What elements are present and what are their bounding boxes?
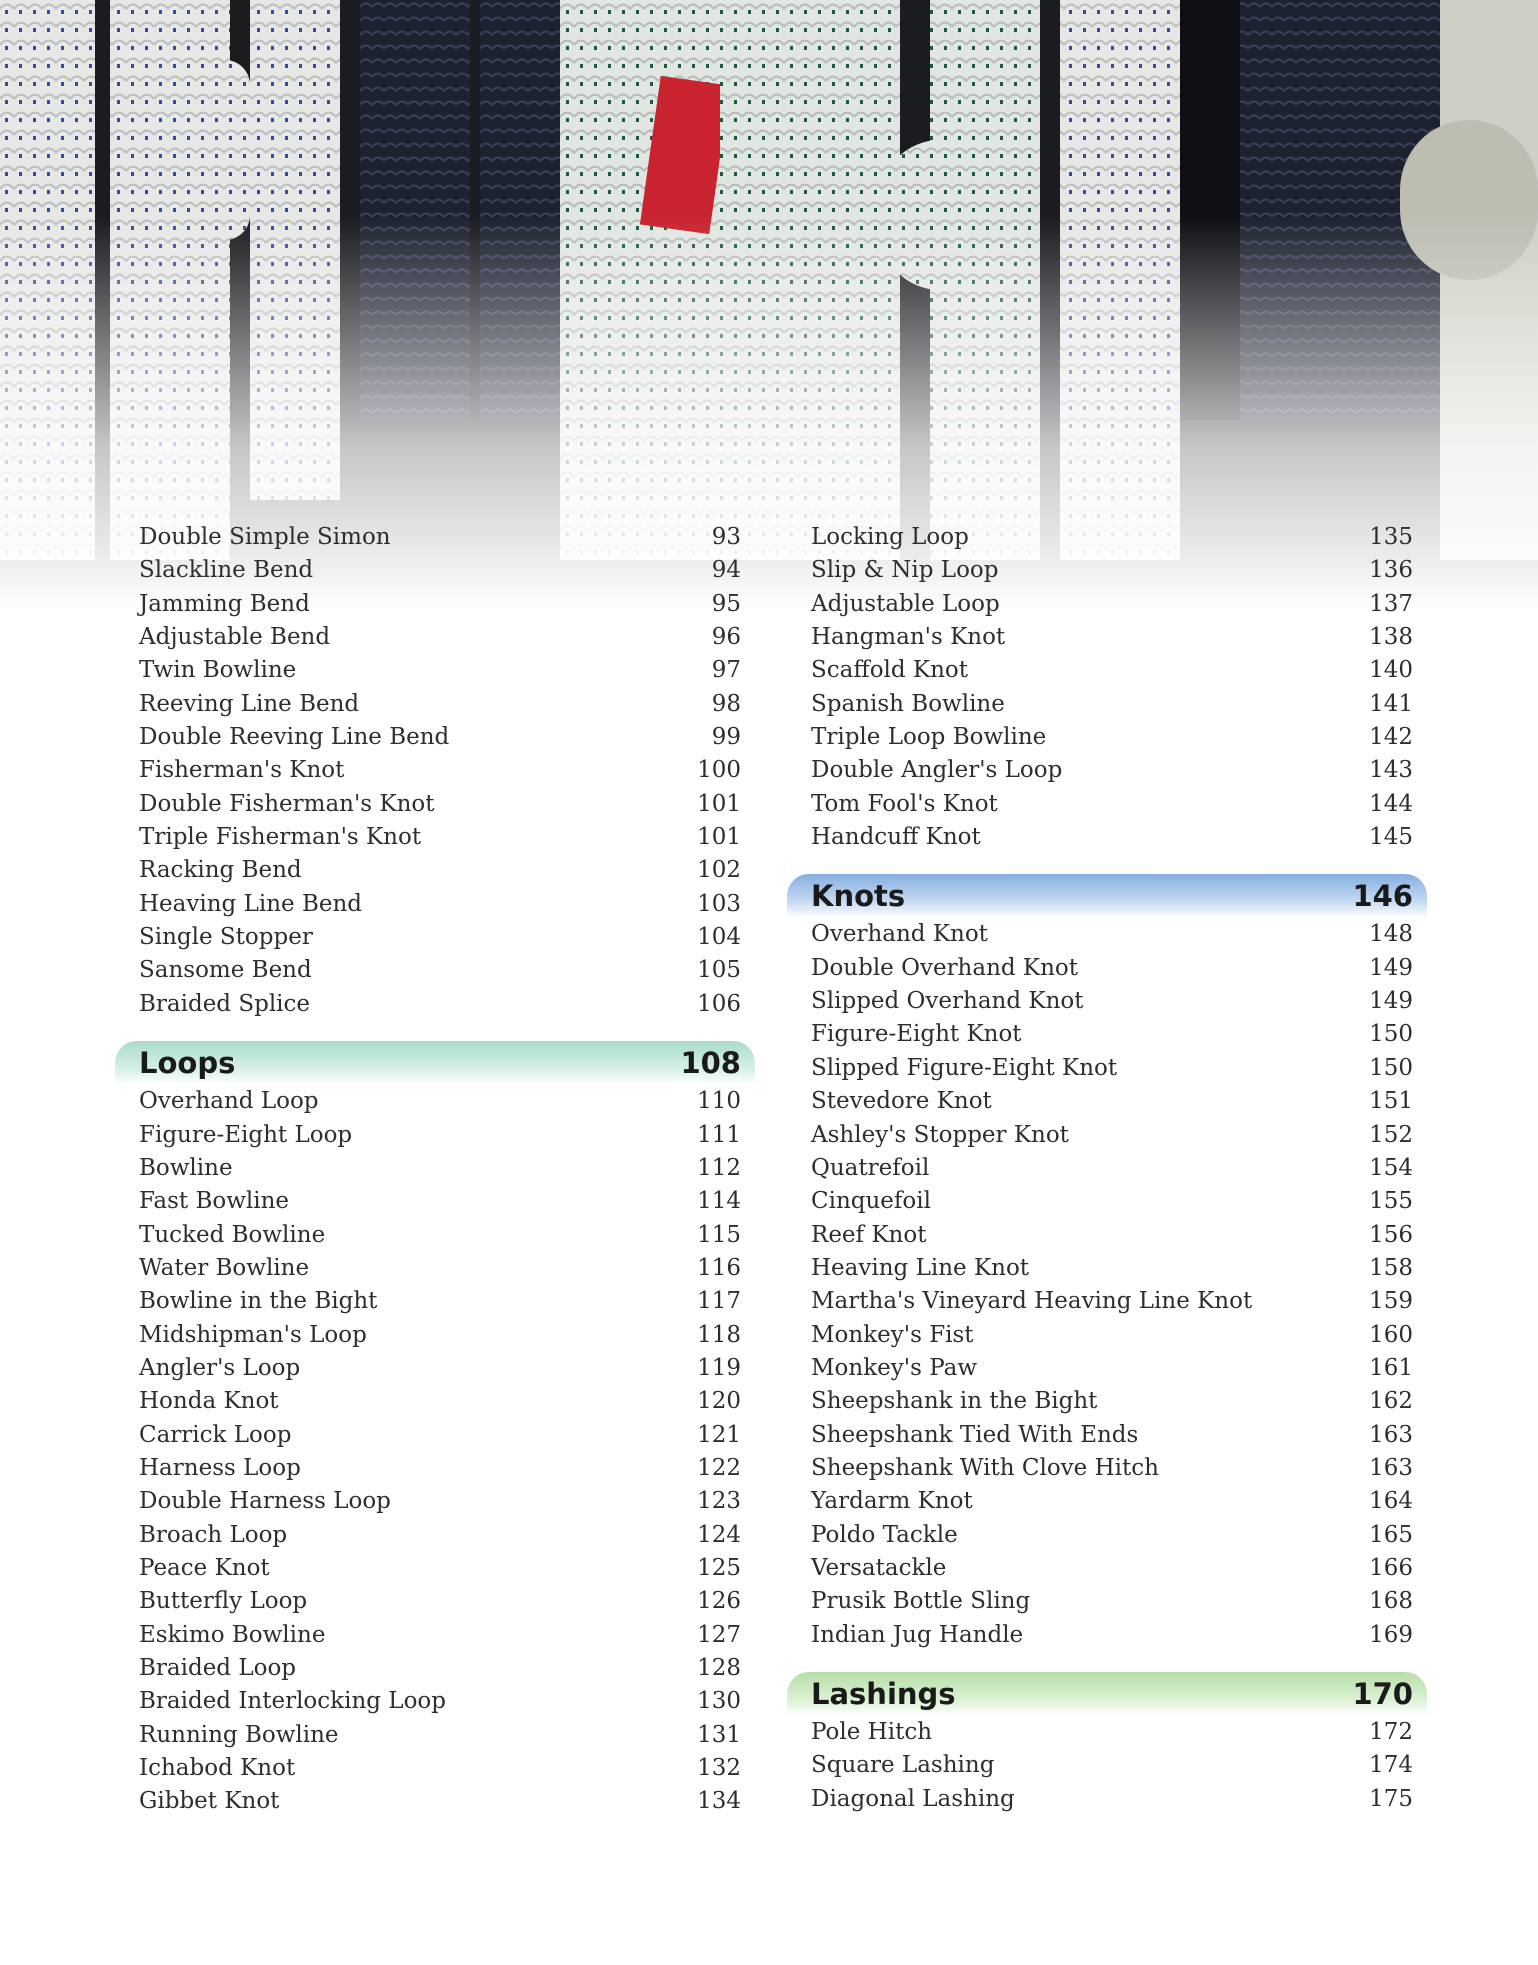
toc-entry[interactable] bbox=[115, 1652, 755, 1685]
toc-entry-page: 174 bbox=[1369, 1752, 1413, 1779]
toc-entry[interactable] bbox=[787, 1319, 1427, 1352]
section-header-loops[interactable] bbox=[115, 1041, 755, 1085]
bends-entry-list bbox=[115, 521, 755, 1021]
toc-entry-title: Slackline Bend bbox=[139, 557, 314, 584]
toc-entry-title: Double Simple Simon bbox=[139, 524, 391, 550]
toc-entry[interactable] bbox=[115, 854, 755, 887]
toc-entry[interactable] bbox=[787, 1585, 1427, 1618]
toc-entry-title: Locking Loop bbox=[811, 524, 969, 550]
toc-entry-page: 150 bbox=[1369, 1054, 1413, 1081]
toc-entry[interactable] bbox=[787, 1783, 1427, 1816]
toc-entry-page: 175 bbox=[1369, 1785, 1413, 1812]
toc-entry[interactable] bbox=[115, 588, 755, 621]
toc-entry-page: 114 bbox=[697, 1188, 741, 1215]
toc-entry-page: 152 bbox=[1369, 1121, 1413, 1148]
toc-entry[interactable] bbox=[115, 521, 755, 554]
toc-entry-page: 151 bbox=[1369, 1088, 1413, 1115]
toc-entry-page: 150 bbox=[1369, 1021, 1413, 1048]
toc-entry-page: 172 bbox=[1369, 1719, 1413, 1745]
toc-entry[interactable] bbox=[787, 1519, 1427, 1552]
toc-entry[interactable] bbox=[115, 1285, 755, 1318]
toc-entry[interactable] bbox=[115, 1319, 755, 1352]
toc-entry[interactable] bbox=[115, 1485, 755, 1518]
toc-entry-page: 104 bbox=[697, 924, 741, 951]
toc-entry-page: 119 bbox=[697, 1354, 741, 1381]
toc-entry[interactable] bbox=[115, 1352, 755, 1385]
toc-entry[interactable] bbox=[787, 1619, 1427, 1652]
toc-entry-page: 149 bbox=[1369, 954, 1413, 981]
toc-entry-page: 122 bbox=[697, 1454, 741, 1481]
toc-entry-page: 126 bbox=[697, 1588, 741, 1615]
toc-entry-page: 140 bbox=[1369, 657, 1413, 684]
toc-entry-title: Figure-Eight Knot bbox=[811, 1021, 1022, 1048]
toc-entry[interactable] bbox=[115, 754, 755, 787]
toc-entry[interactable] bbox=[115, 1785, 755, 1818]
toc-entry-page: 96 bbox=[711, 624, 741, 651]
toc-entry-title: Sheepshank in the Bight bbox=[811, 1388, 1098, 1415]
toc-entry[interactable] bbox=[787, 1052, 1427, 1085]
toc-entry-title: Prusik Bottle Sling bbox=[811, 1588, 1031, 1615]
toc-entry-page: 162 bbox=[1369, 1388, 1413, 1415]
section-title: Lashings bbox=[811, 1677, 956, 1711]
toc-entry-title: Square Lashing bbox=[811, 1752, 995, 1779]
toc-entry[interactable] bbox=[115, 1552, 755, 1585]
toc-entry[interactable] bbox=[787, 1152, 1427, 1185]
toc-entry[interactable] bbox=[115, 688, 755, 721]
toc-entry[interactable] bbox=[115, 888, 755, 921]
toc-entry-page: 161 bbox=[1369, 1354, 1413, 1381]
toc-entry-page: 132 bbox=[697, 1755, 741, 1782]
right-column bbox=[787, 521, 1427, 1816]
section-page-number: 108 bbox=[680, 1046, 741, 1081]
toc-entry-title: Monkey's Paw bbox=[811, 1354, 978, 1381]
lashings-entry-list bbox=[787, 1716, 1427, 1816]
toc-entry[interactable] bbox=[115, 1519, 755, 1552]
toc-entry-page: 102 bbox=[697, 857, 741, 884]
toc-entry-page: 124 bbox=[697, 1521, 741, 1548]
toc-entry[interactable] bbox=[115, 988, 755, 1021]
toc-entry[interactable] bbox=[787, 754, 1427, 787]
toc-entry-title: Monkey's Fist bbox=[811, 1321, 974, 1348]
toc-entry-page: 155 bbox=[1369, 1188, 1413, 1215]
toc-entry[interactable] bbox=[115, 1219, 755, 1252]
toc-entry-page: 95 bbox=[711, 590, 741, 617]
toc-entry-title: Diagonal Lashing bbox=[811, 1785, 1015, 1812]
toc-entry-page: 112 bbox=[697, 1154, 741, 1181]
toc-entry-page: 125 bbox=[697, 1554, 741, 1581]
toc-entry-title: Sheepshank Tied With Ends bbox=[811, 1421, 1139, 1448]
toc-entry-title: Handcuff Knot bbox=[811, 824, 981, 851]
toc-entry-page: 106 bbox=[697, 990, 741, 1017]
toc-entry[interactable] bbox=[115, 554, 755, 587]
toc-entry-title: Fisherman's Knot bbox=[139, 757, 345, 784]
toc-entry-page: 99 bbox=[711, 724, 741, 751]
section-title: Loops bbox=[139, 1046, 236, 1081]
toc-entry[interactable] bbox=[787, 1485, 1427, 1518]
toc-entry-title: Tucked Bowline bbox=[139, 1221, 326, 1248]
toc-entry-page: 98 bbox=[711, 690, 741, 717]
toc-entry-title: Quatrefoil bbox=[811, 1154, 930, 1181]
toc-entry-title: Honda Knot bbox=[139, 1388, 279, 1415]
toc-entry[interactable] bbox=[115, 921, 755, 954]
toc-entry[interactable] bbox=[787, 985, 1427, 1018]
toc-entry-title: Midshipman's Loop bbox=[139, 1321, 367, 1348]
toc-entry-page: 123 bbox=[697, 1488, 741, 1515]
toc-entry[interactable] bbox=[115, 1685, 755, 1718]
toc-entry-title: Braided Loop bbox=[139, 1655, 297, 1681]
toc-entry-title: Carrick Loop bbox=[139, 1421, 292, 1448]
toc-entry-page: 138 bbox=[1369, 624, 1413, 651]
toc-entry-page: 135 bbox=[1369, 524, 1413, 550]
section-title: Knots bbox=[811, 879, 906, 914]
toc-entry[interactable] bbox=[115, 821, 755, 854]
left-column bbox=[115, 521, 755, 1819]
toc-entry-title: Peace Knot bbox=[139, 1554, 270, 1581]
toc-entry[interactable] bbox=[115, 654, 755, 687]
toc-entry-page: 137 bbox=[1369, 590, 1413, 617]
toc-entry[interactable] bbox=[787, 821, 1427, 854]
toc-entry[interactable] bbox=[115, 1419, 755, 1452]
toc-entry[interactable] bbox=[787, 1419, 1427, 1452]
toc-entry-title: Versatackle bbox=[811, 1554, 947, 1581]
toc-entry-title: Martha's Vineyard Heaving Line Knot bbox=[811, 1288, 1253, 1315]
knots-entry-list bbox=[787, 918, 1427, 1652]
toc-entry-page: 101 bbox=[697, 824, 741, 851]
toc-entry-title: Adjustable Loop bbox=[811, 590, 1000, 617]
toc-entry-page: 168 bbox=[1369, 1588, 1413, 1615]
toc-entry[interactable] bbox=[115, 954, 755, 987]
toc-entry-title: Tom Fool's Knot bbox=[811, 790, 998, 817]
toc-entry-page: 149 bbox=[1369, 988, 1413, 1015]
toc-entry-title: Poldo Tackle bbox=[811, 1521, 958, 1548]
toc-entry-page: 144 bbox=[1369, 790, 1413, 817]
toc-entry-page: 148 bbox=[1369, 921, 1413, 948]
section-header-lashings[interactable] bbox=[787, 1672, 1427, 1716]
toc-entry-title: Butterfly Loop bbox=[139, 1588, 308, 1615]
toc-entry-title: Racking Bend bbox=[139, 857, 302, 884]
toc-entry-page: 120 bbox=[697, 1388, 741, 1415]
toc-entry-title: Slipped Overhand Knot bbox=[811, 988, 1084, 1015]
toc-entry[interactable] bbox=[115, 1252, 755, 1285]
toc-entry-page: 94 bbox=[711, 557, 741, 584]
toc-entry[interactable] bbox=[787, 588, 1427, 621]
toc-entry-page: 103 bbox=[697, 890, 741, 917]
toc-entry[interactable] bbox=[787, 952, 1427, 985]
toc-entry[interactable] bbox=[787, 1018, 1427, 1051]
toc-entry-page: 142 bbox=[1369, 724, 1413, 751]
toc-entry-page: 105 bbox=[697, 957, 741, 984]
toc-entry-page: 115 bbox=[697, 1221, 741, 1248]
toc-entry-title: Cinquefoil bbox=[811, 1188, 931, 1215]
toc-entry-page: 101 bbox=[697, 790, 741, 817]
toc-entry[interactable] bbox=[115, 1385, 755, 1418]
toc-entry[interactable] bbox=[115, 1619, 755, 1652]
toc-entry-title: Indian Jug Handle bbox=[811, 1621, 1024, 1648]
toc-entry-title: Heaving Line Bend bbox=[139, 890, 362, 917]
toc-entry[interactable] bbox=[787, 1352, 1427, 1385]
toc-entry[interactable] bbox=[787, 1749, 1427, 1782]
toc-entry-title: Stevedore Knot bbox=[811, 1088, 992, 1115]
toc-entry[interactable] bbox=[115, 788, 755, 821]
toc-entry[interactable] bbox=[115, 1752, 755, 1785]
toc-entry-page: 127 bbox=[697, 1621, 741, 1648]
toc-entry-title: Reeving Line Bend bbox=[139, 690, 360, 717]
toc-entry-title: Sheepshank With Clove Hitch bbox=[811, 1454, 1159, 1481]
toc-entry-page: 159 bbox=[1369, 1288, 1413, 1315]
toc-entry-title: Ashley's Stopper Knot bbox=[811, 1121, 1069, 1148]
toc-entry-page: 156 bbox=[1369, 1221, 1413, 1248]
toc-entry-title: Double Angler's Loop bbox=[811, 757, 1063, 784]
toc-entry-page: 134 bbox=[697, 1788, 741, 1815]
toc-entry-page: 110 bbox=[697, 1088, 741, 1115]
toc-entry[interactable] bbox=[787, 621, 1427, 654]
toc-entry[interactable] bbox=[787, 1252, 1427, 1285]
toc-entry-page: 143 bbox=[1369, 757, 1413, 784]
toc-entry-title: Overhand Knot bbox=[811, 921, 988, 948]
toc-entry-page: 116 bbox=[697, 1254, 741, 1281]
toc-entry-page: 93 bbox=[711, 524, 741, 550]
toc-entry-page: 100 bbox=[697, 757, 741, 784]
toc-entry[interactable] bbox=[787, 1385, 1427, 1418]
toc-entry[interactable] bbox=[787, 554, 1427, 587]
toc-entry[interactable] bbox=[787, 654, 1427, 687]
toc-entry-page: 164 bbox=[1369, 1488, 1413, 1515]
toc-entry-page: 118 bbox=[697, 1321, 741, 1348]
toc-entry-title: Double Harness Loop bbox=[139, 1488, 391, 1515]
toc-entry-page: 145 bbox=[1369, 824, 1413, 851]
toc-entry[interactable] bbox=[787, 1119, 1427, 1152]
toc-entry[interactable] bbox=[787, 1219, 1427, 1252]
section-header-knots[interactable] bbox=[787, 874, 1427, 918]
toc-entry-page: 97 bbox=[711, 657, 741, 684]
section-page-number: 170 bbox=[1352, 1677, 1413, 1711]
toc-entry-title: Yardarm Knot bbox=[811, 1488, 973, 1515]
toc-entry-title: Bowline in the Bight bbox=[139, 1288, 378, 1315]
toc-entry-title: Harness Loop bbox=[139, 1454, 301, 1481]
toc-entry[interactable] bbox=[787, 1552, 1427, 1585]
toc-entry[interactable] bbox=[115, 1452, 755, 1485]
toc-entry-title: Triple Loop Bowline bbox=[811, 724, 1047, 751]
toc-entry-title: Slipped Figure-Eight Knot bbox=[811, 1054, 1118, 1081]
toc-entry-page: 111 bbox=[697, 1121, 741, 1148]
toc-entry[interactable] bbox=[115, 1119, 755, 1152]
toc-entry-page: 160 bbox=[1369, 1321, 1413, 1348]
toc-entry-title: Pole Hitch bbox=[811, 1719, 933, 1745]
toc-entry[interactable] bbox=[787, 688, 1427, 721]
toc-entry[interactable] bbox=[115, 1719, 755, 1752]
toc-entry-page: 141 bbox=[1369, 690, 1413, 717]
toc-entry-title: Scaffold Knot bbox=[811, 657, 969, 684]
toc-entry-title: Fast Bowline bbox=[139, 1188, 290, 1215]
toc-entry-title: Jamming Bend bbox=[139, 590, 310, 617]
toc-entry-title: Ichabod Knot bbox=[139, 1755, 296, 1782]
toc-entry[interactable] bbox=[787, 1085, 1427, 1118]
toc-entry-title: Spanish Bowline bbox=[811, 690, 1005, 717]
toc-entry-title: Bowline bbox=[139, 1154, 233, 1181]
toc-entry-title: Broach Loop bbox=[139, 1521, 288, 1548]
toc-entry-title: Hangman's Knot bbox=[811, 624, 1006, 651]
toc-entry-page: 128 bbox=[697, 1655, 741, 1681]
toc-entry-page: 166 bbox=[1369, 1554, 1413, 1581]
toc-entry-title: Twin Bowline bbox=[139, 657, 297, 684]
toc-entry-title: Braided Splice bbox=[139, 990, 311, 1017]
toc-entry-title: Eskimo Bowline bbox=[139, 1621, 326, 1648]
toc-entry-title: Single Stopper bbox=[139, 924, 313, 951]
section-page-number: 146 bbox=[1352, 879, 1413, 914]
toc-entry-title: Double Fisherman's Knot bbox=[139, 790, 435, 817]
toc-entry[interactable] bbox=[115, 1185, 755, 1218]
toc-entry-title: Double Reeving Line Bend bbox=[139, 724, 450, 751]
toc-entry[interactable] bbox=[115, 1585, 755, 1618]
toc-entry-page: 169 bbox=[1369, 1621, 1413, 1648]
toc-entry-page: 136 bbox=[1369, 557, 1413, 584]
toc-entry[interactable] bbox=[787, 1716, 1427, 1749]
toc-entry-title: Double Overhand Knot bbox=[811, 954, 1079, 981]
toc-entry[interactable] bbox=[115, 1085, 755, 1118]
toc-entry[interactable] bbox=[787, 1452, 1427, 1485]
toc-entry-page: 154 bbox=[1369, 1154, 1413, 1181]
toc-entry[interactable] bbox=[787, 1285, 1427, 1318]
toc-entry-title: Triple Fisherman's Knot bbox=[139, 824, 422, 851]
toc-entry[interactable] bbox=[787, 788, 1427, 821]
toc-entry-page: 165 bbox=[1369, 1521, 1413, 1548]
toc-entry-title: Angler's Loop bbox=[139, 1354, 301, 1381]
toc-entry[interactable] bbox=[787, 918, 1427, 951]
toc-entry-title: Overhand Loop bbox=[139, 1088, 319, 1115]
toc-entry-title: Adjustable Bend bbox=[139, 624, 331, 651]
loops-entry-list bbox=[115, 1085, 755, 1819]
loops-continued-entry-list bbox=[787, 521, 1427, 854]
toc-entry[interactable] bbox=[787, 1185, 1427, 1218]
toc-entry-title: Running Bowline bbox=[139, 1721, 339, 1748]
toc-entry-page: 117 bbox=[697, 1288, 741, 1315]
toc-entry[interactable] bbox=[787, 521, 1427, 554]
toc-entry-page: 121 bbox=[697, 1421, 741, 1448]
toc-entry-title: Heaving Line Knot bbox=[811, 1254, 1030, 1281]
toc-entry[interactable] bbox=[115, 721, 755, 754]
toc-entry[interactable] bbox=[115, 621, 755, 654]
toc-entry[interactable] bbox=[115, 1152, 755, 1185]
toc-entry-title: Braided Interlocking Loop bbox=[139, 1688, 446, 1715]
toc-entry-title: Sansome Bend bbox=[139, 957, 312, 984]
toc-entry[interactable] bbox=[787, 721, 1427, 754]
toc-entry-page: 158 bbox=[1369, 1254, 1413, 1281]
toc-entry-title: Gibbet Knot bbox=[139, 1788, 280, 1815]
toc-entry-page: 163 bbox=[1369, 1421, 1413, 1448]
toc-entry-page: 163 bbox=[1369, 1454, 1413, 1481]
toc-entry-title: Water Bowline bbox=[139, 1254, 310, 1281]
toc-entry-title: Figure-Eight Loop bbox=[139, 1121, 353, 1148]
toc-entry-title: Reef Knot bbox=[811, 1221, 927, 1248]
toc-entry-page: 131 bbox=[697, 1721, 741, 1748]
toc-entry-page: 130 bbox=[697, 1688, 741, 1715]
toc-entry-title: Slip & Nip Loop bbox=[811, 557, 999, 584]
